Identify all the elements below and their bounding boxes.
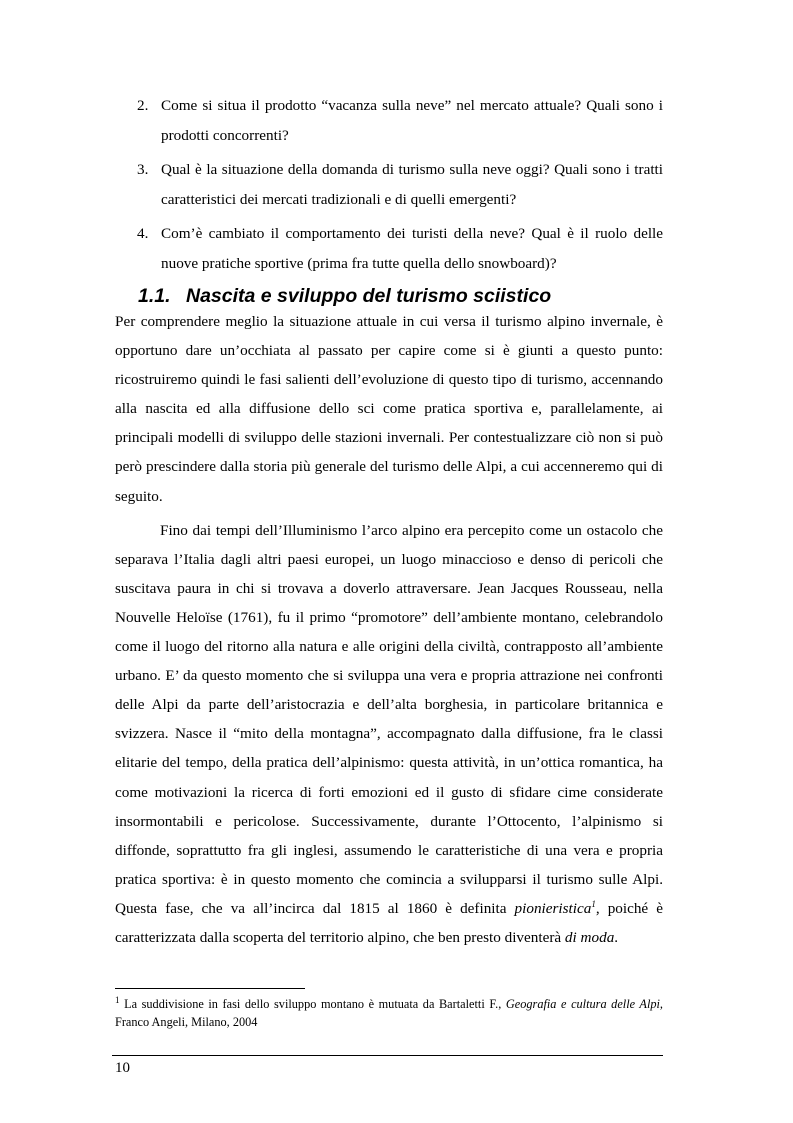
list-item (115, 155, 663, 214)
section-number: 1.1. (138, 285, 171, 307)
list-item-number: 4. (137, 225, 149, 242)
paragraph-intro: Per comprendere meglio la situazione attuale in cui versa il turismo alpino invernale, è opportuno dare un’occhiata al passato per capire come si è giunti a questo punto: ricostruiremo quindi le fasi salienti dell’evoluzione di questo tipo di turismo, accennando alla nascita ed alla diffusione dello sci come pratica sportiva e, parallelamente, ai principali modelli di sviluppo delle stazioni invernali. Per contestualizzare ciò non si può però prescindere dalla storia più generale del turismo delle Alpi, a cui accenneremo qui di seguito. (115, 313, 663, 505)
list-item (115, 91, 663, 150)
paragraph-history-continued: , poiché è caratterizzata dalla scoperta del territorio alpino, che ben presto diventerà (115, 899, 663, 946)
italic-term: pionieristica (514, 899, 592, 917)
list-item-text: Come si situa il prodotto “vacanza sulla neve” nel mercato attuale? Quali sono i prodotti concorrenti? (161, 97, 663, 144)
paragraph-history-end: . (614, 928, 619, 946)
list-item-text: Qual è la situazione della domanda di turismo sulla neve oggi? Quali sono i tratti caratteristici dei mercati tradizionali e di quelli emergenti? (161, 161, 663, 208)
list-item-text: Com’è cambiato il comportamento dei turisti della neve? Qual è il ruolo delle nuove pratiche sportive (prima fra tutte quella dello snowboard)? (161, 225, 663, 272)
paragraph-history-text: Fino dai tempi dell’Illuminismo l’arco alpino era percepito come un ostacolo che separava l’Italia dagli altri paesi europei, un luogo minaccioso e denso di pericoli che suscitava paura in chi si trovava a doverlo attraversare. Jean Jacques Rousseau, nella Nouvelle Heloïse (1761), fu il primo “promotore” dell’ambiente montano, celebrandolo come il luogo del ritorno alla natura e alle origini della civiltà, contrapposto all’ambiente urbano. E’ da questo momento che si sviluppa una vera e propria attrazione nei confronti delle Alpi da parte dell’aristocrazia e dell’alta borghesia, in particolare britannica e svizzera. Nasce il “mito della montagna”, accompagnato dalla diffusione, fra le classi elitarie del tempo, della pratica dell’alpinismo: questa attività, in un’ottica romantica, ha come motivazioni la ricerca di forti emozioni ed il gusto di sfidare cime considerate insormontabili e pericolose. Successivamente, durante l’Ottocento, l’alpinismo si diffonde, soprattutto fra gli inglesi, assumendo le caratteristiche di una vera e propria pratica sportiva: è in questo momento che comincia a svilupparsi il turismo sulle Alpi. Questa fase, che va all’incirca dal 1815 al 1860 è definita (115, 521, 663, 917)
footnote-reference: 1 (591, 898, 596, 909)
section-heading (115, 283, 663, 309)
paragraph-history (115, 516, 663, 952)
list-item (115, 219, 663, 278)
footer-rule (112, 1055, 663, 1056)
page-number: 10 (115, 1060, 130, 1076)
footnote-publisher: Franco Angeli, Milano, 2004 (115, 1015, 258, 1029)
footnote-book-title: Geografia e cultura delle Alpi, (505, 997, 663, 1011)
footnote-marker: 1 (115, 994, 120, 1005)
body-text (115, 307, 663, 952)
section-title: Nascita e sviluppo del turismo sciistico (186, 285, 552, 307)
list-item-number: 3. (137, 161, 149, 178)
question-list (115, 91, 663, 283)
footnote-text: La suddivisione in fasi dello sviluppo montano è mutuata da Bartaletti F., (119, 997, 506, 1011)
footnote-separator (115, 988, 305, 989)
footnote (115, 995, 663, 1031)
list-item-number: 2. (137, 97, 149, 114)
italic-phrase: di moda (564, 928, 615, 946)
